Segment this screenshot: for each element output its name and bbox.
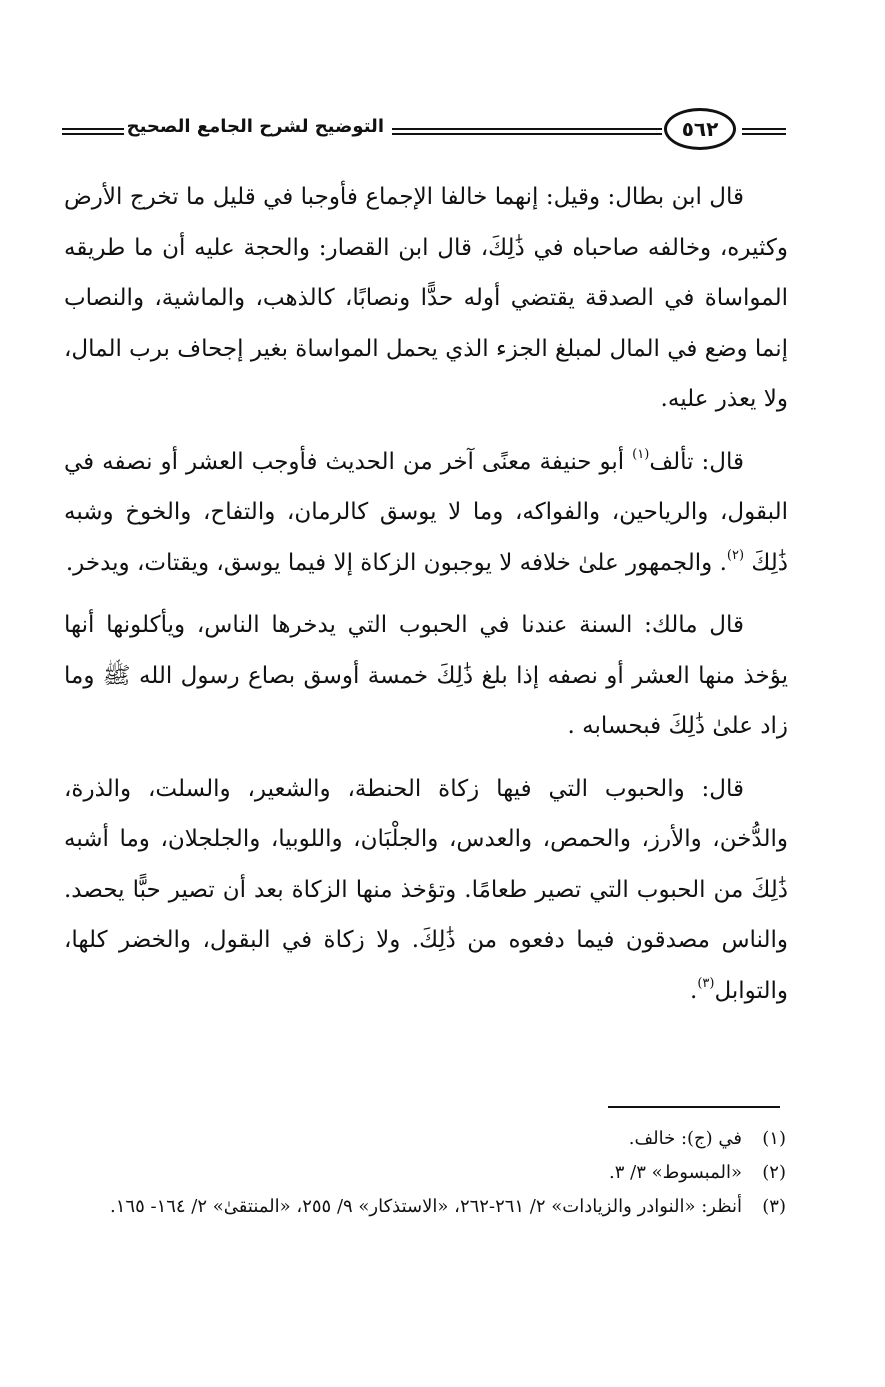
footnote-ref-1[interactable]: (١) xyxy=(632,446,650,462)
paragraph-3-text: قال مالك: السنة عندنا في الحبوب التي يدخرها الناس، ويأكلونها أنها يؤخذ منها العشر أو نصفه إذا بلغ ذَٰلِكَ خمسة أوسق بصاع رسول الله ﷺ وما زاد علىٰ ذَٰلِكَ فبحسابه . xyxy=(64,612,788,739)
footnote-2-text: «المبسوط» ٣/ ٣. xyxy=(609,1162,742,1183)
running-title: التوضيح لشرح الجامع الصحيح xyxy=(126,116,384,137)
main-text xyxy=(64,172,788,1028)
footnote-3 xyxy=(64,1190,786,1224)
footnote-separator xyxy=(608,1106,780,1108)
footnote-1-text: في (ج): خالف. xyxy=(628,1128,742,1149)
footnote-ref-3[interactable]: (٣) xyxy=(697,975,715,991)
paragraph-3 xyxy=(64,600,788,752)
header-rule-right xyxy=(742,128,786,135)
paragraph-1-text: قال ابن بطال: وقيل: إنهما خالفا الإجماع فأوجبا في قليل ما تخرج الأرض وكثيره، وخالفه صاحباه في ذَٰلِكَ، قال ابن القصار: والحجة عليه أن ما طريقه المواساة في الصدقة يقتضي أوله حدًّا ونصابًا، كالذهب، والماشية، والنصاب إنما وضع في المال لمبلغ الجزء الذي يحمل المواساة بغير إجحاف برب المال، ولا يعذر عليه. xyxy=(64,184,788,412)
page-number-badge xyxy=(662,104,742,156)
paragraph-2 xyxy=(64,437,788,589)
paragraph-1 xyxy=(64,172,788,425)
paragraph-2-text-end: . والجمهور علىٰ خلافه لا يوجبون الزكاة إلا فيما يوسق، ويقتات، ويدخر. xyxy=(65,549,727,576)
header-rule-middle xyxy=(392,128,662,135)
footnote-1 xyxy=(64,1122,786,1156)
paragraph-2-text-start: قال: تألف xyxy=(649,448,744,475)
footnote-1-number: (١) xyxy=(762,1128,786,1149)
footnote-ref-2[interactable]: (٢) xyxy=(726,547,745,563)
paragraph-4-text-end: . xyxy=(690,977,698,1004)
page-header xyxy=(62,104,786,164)
footnote-2 xyxy=(64,1156,786,1190)
footnote-3-text: أنظر: «النوادر والزيادات» ٢/ ٢٦١-٢٦٢، «الاستذكار» ٩/ ٢٥٥، «المنتقىٰ» ٢/ ١٦٤- ١٦٥. xyxy=(110,1196,742,1217)
footnote-2-number: (٢) xyxy=(762,1162,786,1183)
header-rule-left xyxy=(62,128,124,135)
page-number: ٥٦٢ xyxy=(681,117,719,141)
footnotes xyxy=(64,1122,786,1224)
paragraph-2-text-middle: أبو حنيفة معنًى آخر من الحديث فأوجب العشر أو نصفه في البقول، والرياحين، والفواكه، وما لا يوسق كالرمان، والتفاح، والخوخ وشبه ذَٰلِكَ xyxy=(64,448,788,576)
footnote-3-number: (٣) xyxy=(762,1196,786,1217)
paragraph-4-text: قال: والحبوب التي فيها زكاة الحنطة، والشعير، والسلت، والذرة، والدُّخن، والأرز، والحمص، والعدس، والجلْبَان، واللوبيا، والجلجلان، وما أشبه ذَٰلِكَ من الحبوب التي تصير طعامًا. وتؤخذ منها الزكاة بعد أن تصير حبًّا يحصد. والناس مصدقون فيما دفعوه من ذَٰلِكَ. ولا زكاة في البقول، والخضر كلها، والتوابل xyxy=(64,775,788,1004)
paragraph-4 xyxy=(64,764,788,1017)
